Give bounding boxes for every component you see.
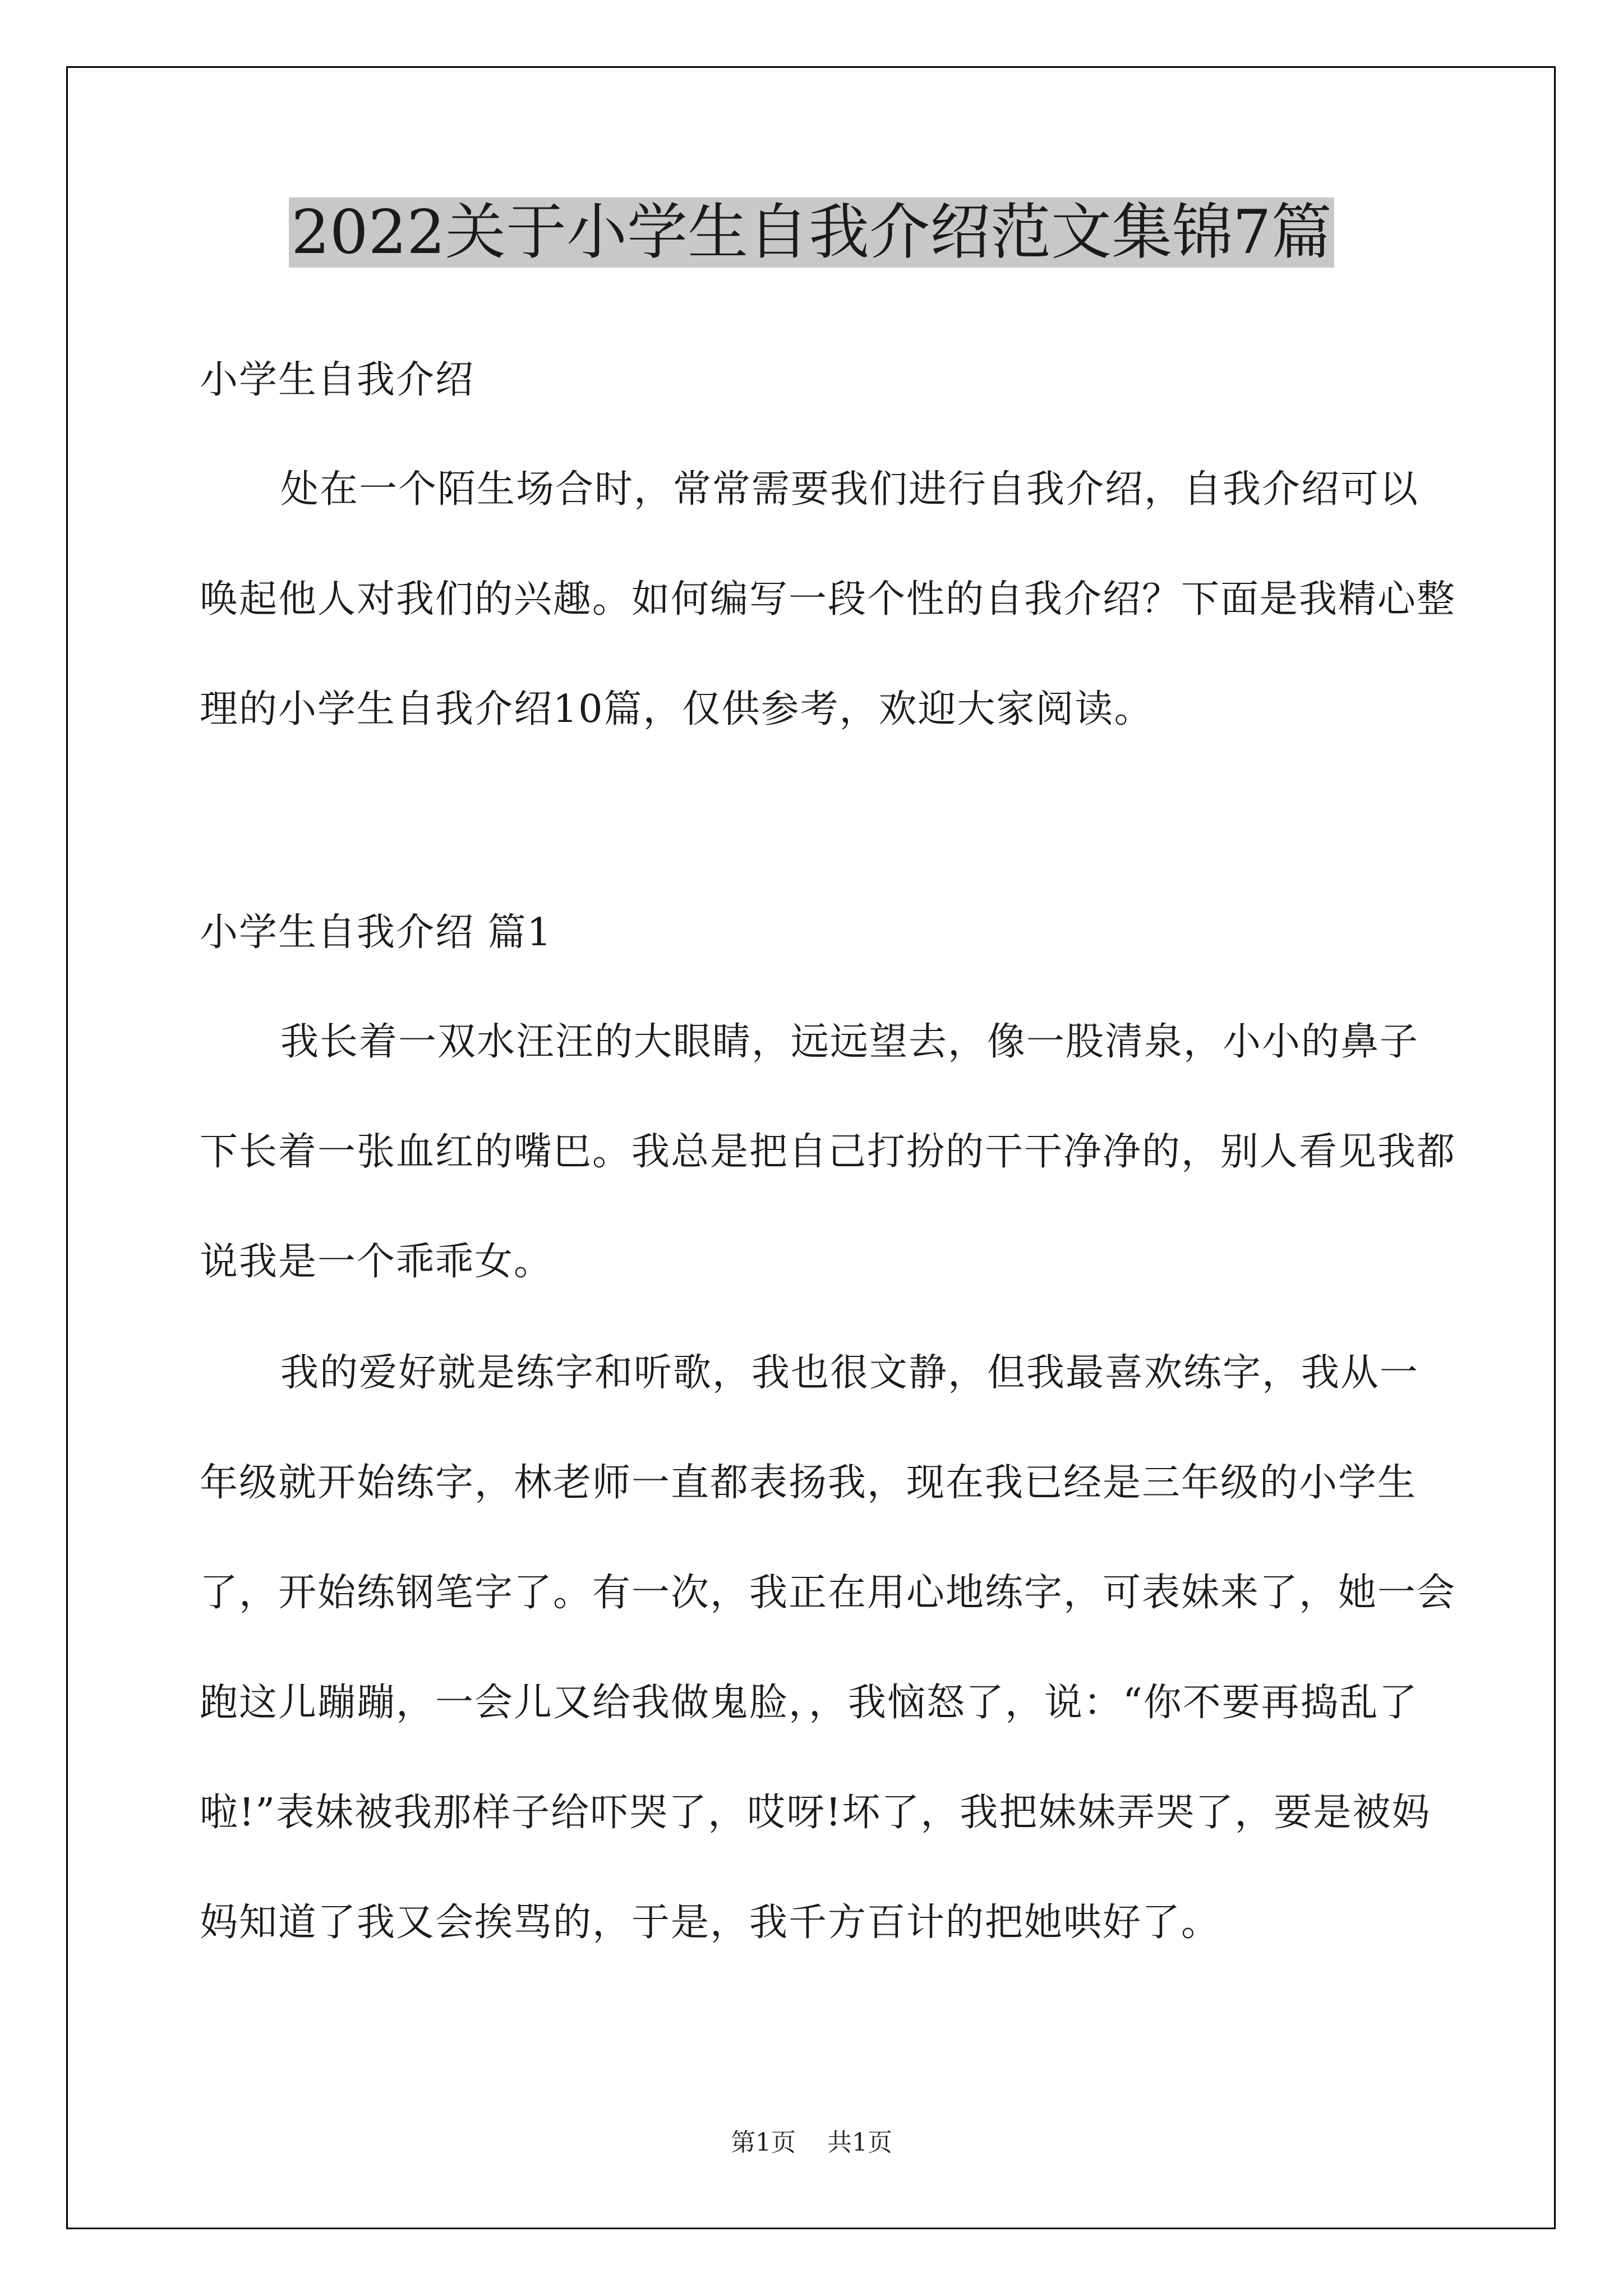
article-heading: 小学生自我介绍 篇1: [200, 910, 552, 955]
page-number-total: 共1页: [827, 2128, 892, 2157]
page-number-current: 第1页: [731, 2128, 796, 2157]
section-heading: 小学生自我介绍: [200, 358, 475, 402]
body-paragraph-2: 我的爱好就是练字和听歌，我也很文静，但我最喜欢练字，我从一年级就开始练字，林老师一直都表扬我，现在我已经是三年级的小学生了，开始练钢笔字了。有一次，我正在用心地练字，可表妹来了，她一会跑这儿蹦蹦，一会儿又给我做鬼脸，，我恼怒了，说：“你不要再捣乱了啦!”表妹被我那样子给吓哭了，哎呀!坏了，我把妹妹弄哭了，要是被妈妈知道了我又会挨骂的，于是，我千方百计的把她哄好了。: [200, 1351, 1456, 1945]
intro-paragraph: 处在一个陌生场合时，常常需要我们进行自我介绍，自我介绍可以唤起他人对我们的兴趣。如何编写一段个性的自我介绍？下面是我精心整理的小学生自我介绍10篇，仅供参考，欢迎大家阅读。: [200, 467, 1456, 731]
document-title: [0, 194, 1623, 272]
page-footer: [0, 2126, 1623, 2160]
document-title-text: 2022关于小学生自我介绍范文集锦7篇: [289, 197, 1334, 268]
body-paragraph-1: 我长着一双水汪汪的大眼睛，远远望去，像一股清泉，小小的鼻子下长着一张血红的嘴巴。我总是把自己打扮的干干净净的，别人看见我都说我是一个乖乖女。: [200, 1020, 1456, 1284]
